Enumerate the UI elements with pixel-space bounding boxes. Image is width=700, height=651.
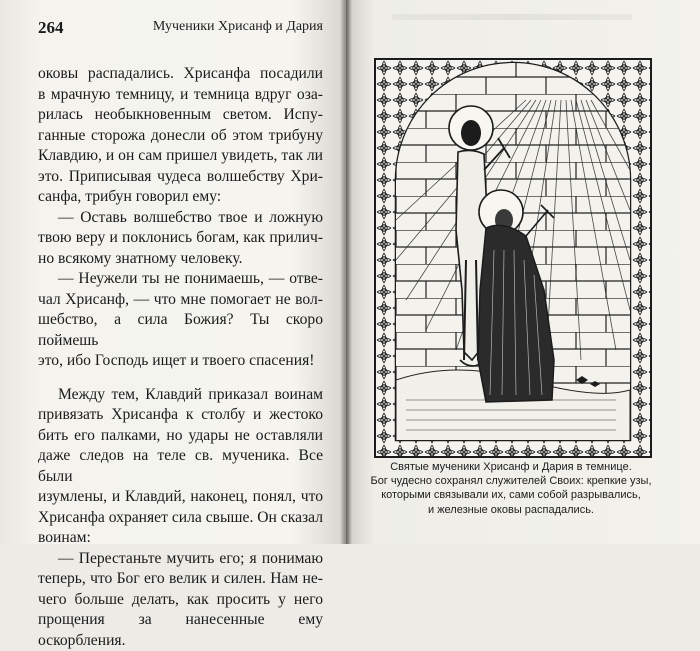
caption-line: Святые мученики Хрисанф и Дария в темнице.: [360, 460, 662, 474]
text-line: чал Хрисанф, — что мне помогает не вол-: [38, 290, 323, 311]
text-line: теперь, что Бог его велик и силен. Нам не-: [38, 569, 323, 590]
text-line: прощения за нанесенные ему оскорбления.: [38, 610, 323, 651]
text-line: это, ибо Господь ищет и твоего спасения!: [38, 351, 323, 372]
show-through-header: [392, 14, 632, 20]
left-page: [0, 0, 345, 544]
page-number: 264: [38, 18, 64, 38]
caption-line: и железные оковы распадались.: [360, 503, 662, 517]
illustration-caption: [360, 460, 662, 517]
text-line: оковы распадались. Хрисанфа посадили: [38, 64, 323, 85]
text-line: Клавдию, и он сам пришел увидеть, так ли: [38, 146, 323, 167]
text-line: — Оставь волшебство твое и ложную: [38, 208, 323, 229]
caption-line: Бог чудесно сохранял служителей Своих: крепкие узы,: [360, 474, 662, 488]
body-text: [38, 64, 323, 651]
paragraph: [38, 549, 323, 651]
text-line: чего больше делать, как просить у него: [38, 590, 323, 611]
engraving-illustration: [374, 58, 652, 458]
text-line: воинам:: [38, 528, 323, 549]
text-line: бить его палками, но удары не оставляли: [38, 426, 323, 447]
text-line: санфа, трибун говорил ему:: [38, 187, 323, 208]
running-head: [38, 18, 323, 40]
text-line: — Перестаньте мучить его; я понимаю: [38, 549, 323, 570]
prison-scene-image: [376, 60, 650, 456]
text-line: Хрисанфа охраняет сила свыше. Он сказал: [38, 508, 323, 529]
text-line: это. Приписывая чудеса волшебству Хри-: [38, 167, 323, 188]
caption-line: которыми связывали их, сами собой разрывались,: [360, 488, 662, 502]
text-line: даже следов на теле св. мученика. Все были: [38, 446, 323, 487]
paragraph: [38, 385, 323, 549]
text-line: Между тем, Клавдий приказал воинам: [38, 385, 323, 406]
text-line: — Неужели ты не понимаешь, — отве-: [38, 269, 323, 290]
text-line: шебство, а сила Божия? Ты скоро поймешь: [38, 310, 323, 351]
text-line: твою веру и поклонись богам, как прилич-: [38, 228, 323, 249]
paragraph: [38, 269, 323, 372]
paragraph: [38, 64, 323, 208]
paragraph: [38, 208, 323, 270]
text-line: в мрачную темницу, и темница вдруг оза-: [38, 85, 323, 106]
book-gutter: [340, 0, 352, 544]
text-line: рилась необыкновенным светом. Испу-: [38, 105, 323, 126]
text-line: привязать Хрисанфа к столбу и жестоко: [38, 405, 323, 426]
text-line: но всякому знатному человеку.: [38, 249, 323, 270]
text-line: изумлены, и Клавдий, наконец, понял, что: [38, 487, 323, 508]
text-line: ганные сторожа донесли об этом трибуну: [38, 126, 323, 147]
running-title: Мученики Хрисанф и Дария: [153, 19, 323, 35]
